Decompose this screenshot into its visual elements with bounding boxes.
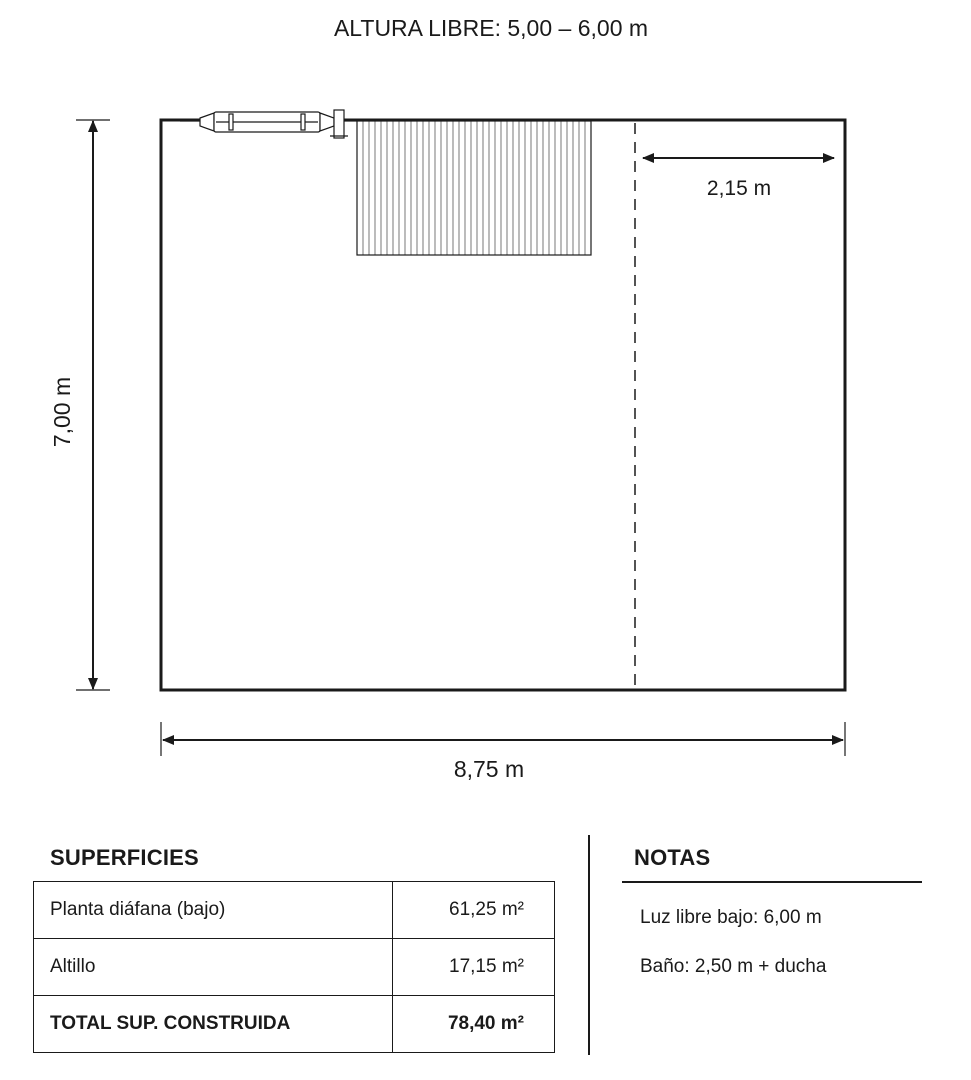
width-dimension-label: 8,75 m (453, 756, 525, 782)
row-label: Altillo (34, 939, 393, 996)
row-value: 17,15 m² (393, 939, 555, 996)
notas-title: NOTAS (634, 845, 711, 870)
stair-block (357, 121, 591, 255)
notas-underline (622, 881, 922, 883)
table-row (34, 939, 555, 996)
total-label: TOTAL SUP. CONSTRUIDA (34, 996, 393, 1053)
mezzanine-dimension-label: 2,15 m (706, 177, 772, 200)
light-fixture-icon (180, 110, 357, 138)
total-row (34, 996, 555, 1053)
nota-item: Luz libre bajo: 6,00 m (640, 907, 822, 928)
nota-item: Baño: 2,50 m + ducha (640, 956, 827, 977)
superficies-table (33, 881, 555, 1053)
section-divider (588, 835, 590, 1055)
table-row (34, 882, 555, 939)
total-value: 78,40 m² (393, 996, 555, 1053)
depth-dimension-label: 7,00 m (49, 376, 75, 448)
height-label: ALTURA LIBRE: 5,00 – 6,00 m (333, 15, 649, 41)
row-value: 61,25 m² (393, 882, 555, 939)
row-label: Planta diáfana (bajo) (34, 882, 393, 939)
superficies-title: SUPERFICIES (50, 845, 199, 870)
